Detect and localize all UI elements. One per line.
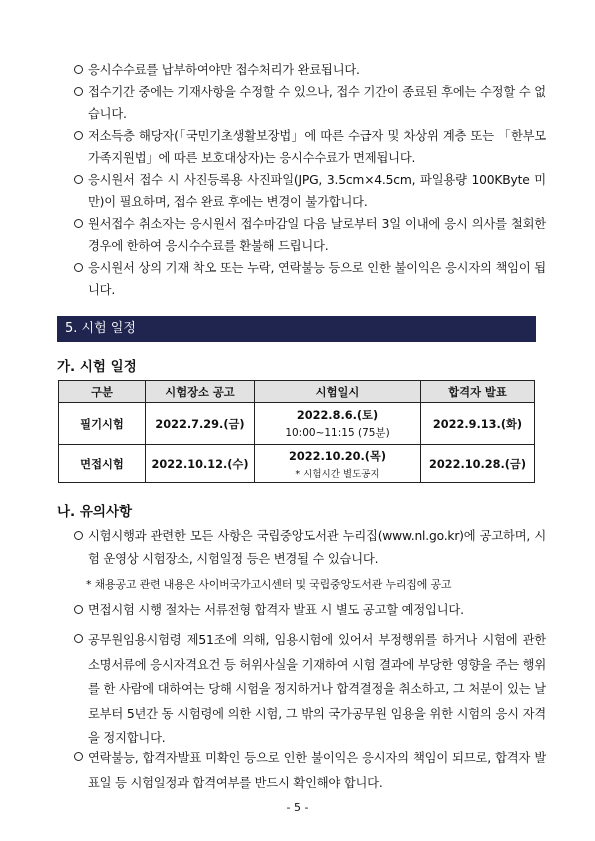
notice-item: 응시원서 접수 시 사진등록용 사진파일(JPG, 3.5cm×4.5cm, 파일용량 100KByte 미만)이 필요하며, 접수 완료 후에는 변경이 불가합니다. xyxy=(56,169,546,213)
circle-bullet-icon xyxy=(74,87,83,96)
circle-bullet-icon xyxy=(74,219,83,228)
exam-schedule-table xyxy=(58,380,535,483)
page-number: - 5 - xyxy=(286,801,309,814)
exam-date: 2022.10.20.(목) xyxy=(289,449,386,463)
notice-item: 응시수수료를 납부하여야만 접수처리가 완료됩니다. xyxy=(56,59,546,81)
column-header: 시험일시 xyxy=(255,381,421,403)
circle-bullet-icon xyxy=(74,752,83,761)
notice-item: 공무원임용시험령 제51조에 의해, 임용시험에 있어서 부정행위를 하거나 시험에 관한 소명서류에 응시자격요건 등 허위사실을 기재하여 시험 결과에 부당한 영향을 주는 행위를 한 사람에 대하여는 당해 시험을 정지하거나 합격결정을 취소하고, 그 처분이 있는 날로부터 5년간 동 시험령에 의한 시험, 그 밖의 국가공무원 임용을 위한 시험의 응시 자격을 정지합니다. xyxy=(56,628,546,751)
notice-item: 저소득층 해당자(「국민기초생활보장법」에 따른 수급자 및 차상위 계층 또는 「한부모가족지원법」에 따른 보호대상자)는 응시수수료가 면제됩니다. xyxy=(56,125,546,169)
table-row xyxy=(59,403,535,445)
exam-date-cell xyxy=(255,403,421,445)
circle-bullet-icon xyxy=(74,263,83,272)
column-header: 시험장소 공고 xyxy=(146,381,255,403)
column-header: 합격자 발표 xyxy=(421,381,535,403)
notice-item: 연락불능, 합격자발표 미확인 등으로 인한 불이익은 응시자의 책임이 되므로, 합격자 발표일 등 시험일정과 합격여부를 반드시 확인해야 합니다. xyxy=(56,746,546,795)
result-date-cell: 2022.9.13.(화) xyxy=(421,403,535,445)
notice-item: 면접시험 시행 절차는 서류전형 합격자 발표 시 별도 공고할 예정입니다. xyxy=(56,599,546,622)
subsection-title-schedule: 가. 시험 일정 xyxy=(57,359,137,375)
exam-type-cell: 면접시험 xyxy=(59,445,146,483)
exam-time: 10:00~11:15 (75분) xyxy=(285,427,390,439)
table-row xyxy=(59,445,535,483)
circle-bullet-icon xyxy=(74,65,83,74)
circle-bullet-icon xyxy=(74,131,83,140)
circle-bullet-icon xyxy=(74,634,83,643)
column-header: 구분 xyxy=(59,381,146,403)
exam-date: 2022.8.6.(토) xyxy=(296,409,379,422)
notice-item: 응시원서 상의 기재 착오 또는 누락, 연락불능 등으로 인한 불이익은 응시자의 책임이 됩니다. xyxy=(56,257,546,301)
circle-bullet-icon xyxy=(74,605,83,614)
result-date-cell: 2022.10.28.(금) xyxy=(421,445,535,483)
exam-time-note: * 시험시간 별도공지 xyxy=(295,468,380,480)
table-header-row xyxy=(59,381,535,403)
footnote: * 채용공고 관련 내용은 사이버국가고시센터 및 국립중앙도서관 누리집에 공고 xyxy=(86,578,452,591)
notice-item: 접수기간 중에는 기재사항을 수정할 수 있으나, 접수 기간이 종료된 후에는 수정할 수 없습니다. xyxy=(56,81,546,125)
exam-date-cell xyxy=(255,445,421,483)
circle-bullet-icon xyxy=(74,175,83,184)
subsection-title-notes: 나. 유의사항 xyxy=(57,504,133,520)
circle-bullet-icon xyxy=(74,531,83,540)
venue-notice-cell: 2022.7.29.(금) xyxy=(146,403,255,445)
exam-type-cell: 필기시험 xyxy=(59,403,146,445)
venue-notice-cell: 2022.10.12.(수) xyxy=(146,445,255,483)
notice-item: 시험시행과 관련한 모든 사항은 국립중앙도서관 누리집(www.nl.go.kr)에 공고하며, 시험 운영상 시험장소, 시험일정 등은 변경될 수 있습니다. xyxy=(56,525,546,571)
notice-item: 원서접수 취소자는 응시원서 접수마감일 다음 날로부터 3일 이내에 응시 의사를 철회한 경우에 한하여 응시수수료를 환불해 드립니다. xyxy=(56,213,546,257)
section-heading-bar: 5. 시험 일정 xyxy=(57,316,536,342)
